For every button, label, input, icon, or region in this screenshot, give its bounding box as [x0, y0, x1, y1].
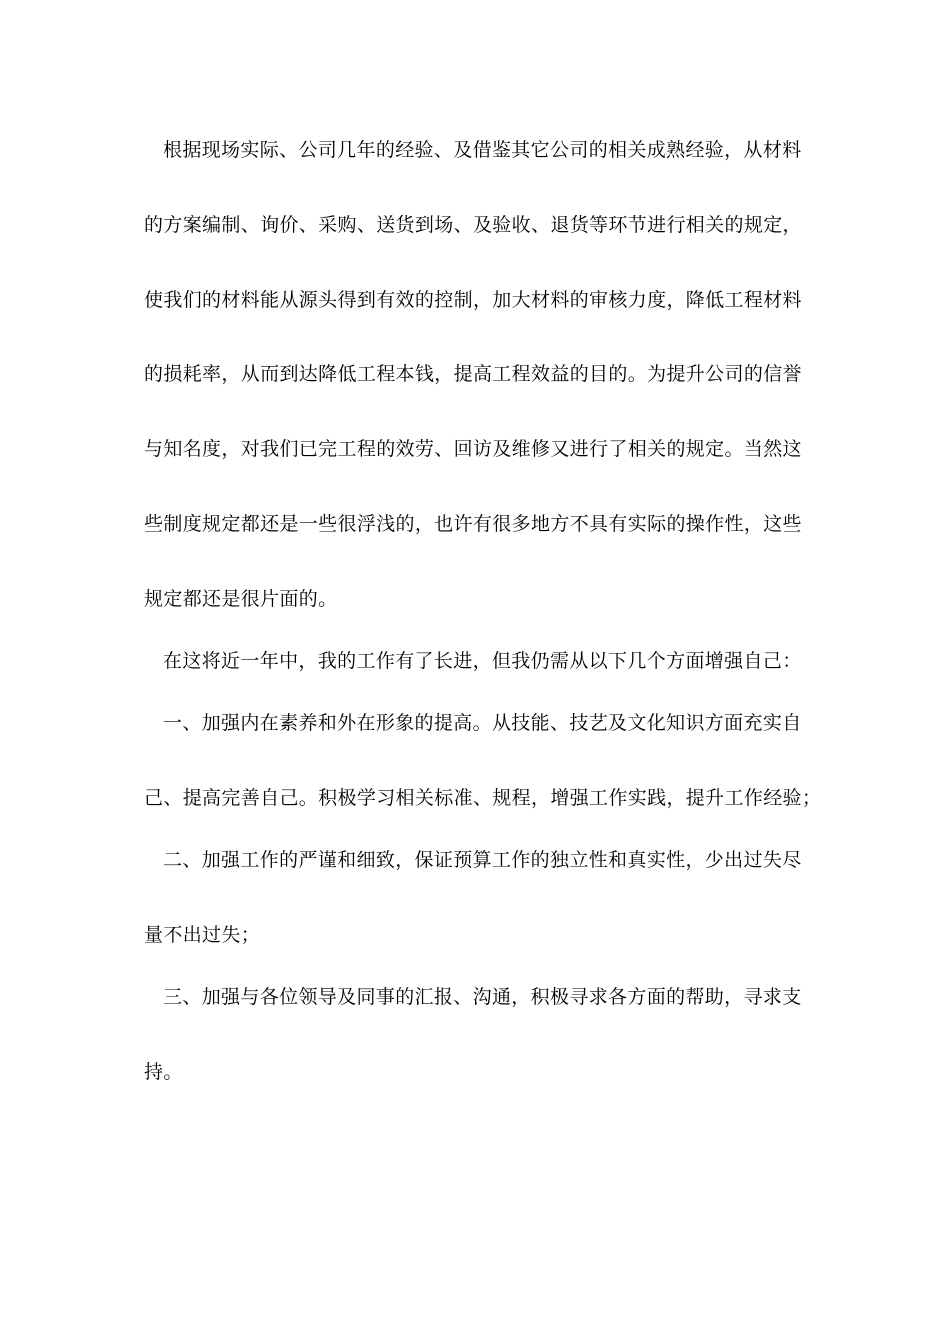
item-1-line-2: 己、提高完善自己。积极学习相关标准、规程，增强工作实践，提升工作经验；: [144, 787, 822, 809]
item-1-line-1: 一、加强内在素养和外在形象的提高。从技能、技艺及文化知识方面充实自: [163, 712, 802, 734]
item-3-line-1: 三、加强与各位领导及同事的汇报、沟通，积极寻求各方面的帮助，寻求支: [163, 986, 802, 1008]
paragraph-1-line-5: 与知名度，对我们已完工程的效劳、回访及维修又进行了相关的规定。当然这: [144, 438, 802, 460]
paragraph-1-line-3: 使我们的材料能从源头得到有效的控制，加大材料的审核力度，降低工程材料: [144, 289, 802, 311]
item-2-line-1: 二、加强工作的严谨和细致，保证预算工作的独立性和真实性，少出过失尽: [163, 849, 802, 871]
paragraph-1-line-4: 的损耗率，从而到达降低工程本钱，提高工程效益的目的。为提升公司的信誉: [144, 363, 802, 385]
paragraph-1-line-1: 根据现场实际、公司几年的经验、及借鉴其它公司的相关成熟经验，从材料: [163, 139, 802, 161]
paragraph-1-line-2: 的方案编制、询价、采购、送货到场、及验收、退货等环节进行相关的规定，: [144, 214, 802, 236]
paragraph-2-line-1: 在这将近一年中，我的工作有了长进，但我仍需从以下几个方面增强自己：: [163, 650, 802, 672]
item-3-line-2: 持。: [144, 1061, 183, 1083]
item-2-line-2: 量不出过失；: [144, 924, 261, 946]
paragraph-1-line-7: 规定都还是很片面的。: [144, 588, 338, 610]
paragraph-1-line-6: 些制度规定都还是一些很浮浅的，也许有很多地方不具有实际的操作性，这些: [144, 513, 802, 535]
